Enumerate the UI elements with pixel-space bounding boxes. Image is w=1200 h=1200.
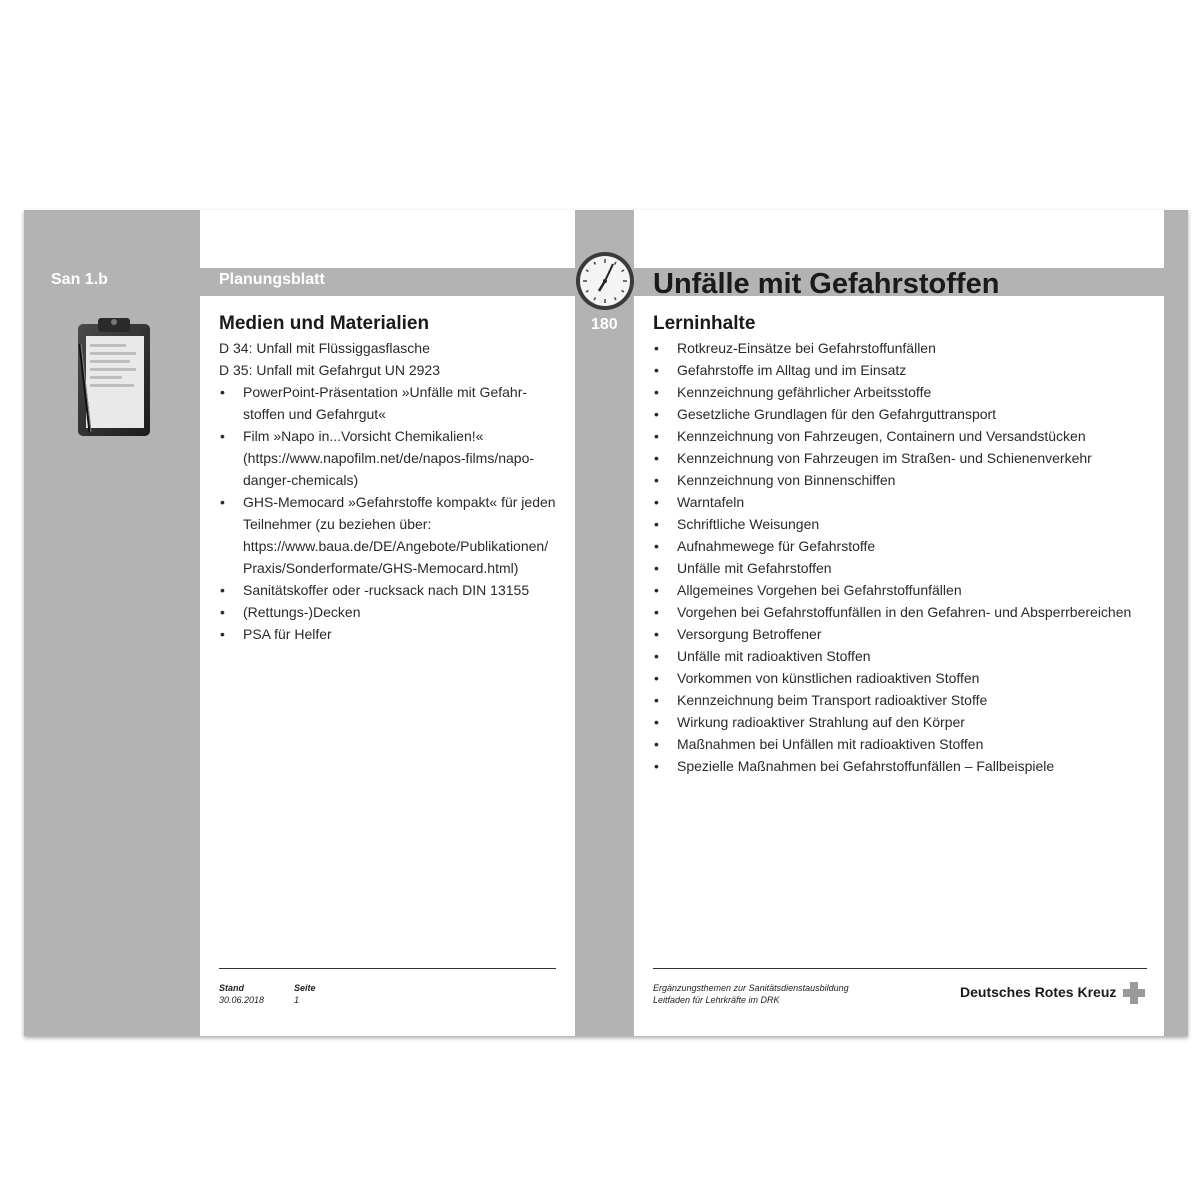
media-heading: Medien und Materialien	[219, 313, 430, 334]
seite-label: Seite	[294, 983, 316, 993]
list-item: • Unfälle mit radioaktiven Stoffen	[653, 645, 1153, 667]
list-item: • Kennzeichnung von Binnenschiffen	[653, 469, 1153, 491]
list-item: • Kennzeichnung gefährlicher Arbeitsstoffe	[653, 381, 1153, 403]
list-item: • Warntafeln	[653, 491, 1153, 513]
right-edge-band	[1164, 210, 1188, 1036]
list-item: • Maßnahmen bei Unfällen mit radioaktiven Stoffen	[653, 733, 1153, 755]
list-item: • PSA für Helfer	[219, 623, 564, 645]
organization-name: Deutsches Rotes Kreuz	[960, 984, 1117, 1000]
list-item: • Kennzeichnung von Fahrzeugen im Straßen- und Schienenverkehr	[653, 447, 1153, 469]
list-item: • Aufnahmewege für Gefahrstoffe	[653, 535, 1153, 557]
list-item: • PowerPoint-Präsentation »Unfälle mit Gefahr- stoffen und Gefahrgut«	[219, 381, 564, 425]
learning-heading: Lerninhalte	[653, 313, 756, 334]
learning-list	[653, 337, 1153, 777]
stand-label: Stand	[219, 983, 245, 993]
list-item: • Wirkung radioaktiver Strahlung auf den Körper	[653, 711, 1153, 733]
list-item: • Allgemeines Vorgehen bei Gefahrstoffunfällen	[653, 579, 1153, 601]
red-cross-logo	[1123, 982, 1145, 1009]
list-item: • Rotkreuz-Einsätze bei Gefahrstoffunfällen	[653, 337, 1153, 359]
page-title: Unfälle mit Gefahrstoffen	[653, 268, 1000, 300]
list-item: • GHS-Memocard »Gefahrstoffe kompakt« für jeden Teilnehmer (zu beziehen über: https://www.baua.de/DE/Angebote/Publikationen/ Praxis/Sonderformate/GHS-Memocard.html)	[219, 491, 564, 579]
stand-block	[219, 982, 264, 1006]
footer-divider	[653, 968, 1147, 969]
list-item: • Gefahrstoffe im Alltag und im Einsatz	[653, 359, 1153, 381]
document-spread	[24, 210, 1188, 1036]
clipboard-icon	[74, 314, 154, 445]
list-item: • Vorkommen von künstlichen radioaktiven Stoffen	[653, 667, 1153, 689]
list-item: • Schriftliche Weisungen	[653, 513, 1153, 535]
list-item: • Kennzeichnung beim Transport radioaktiver Stoffe	[653, 689, 1153, 711]
list-item: • Film »Napo in...Vorsicht Chemikalien!« (https://www.napofilm.net/de/napos-films/napo- danger-chemicals)	[219, 425, 564, 491]
list-item: • Unfälle mit Gefahrstoffen	[653, 557, 1153, 579]
footer-divider	[219, 968, 556, 969]
list-item: • (Rettungs-)Decken	[219, 601, 564, 623]
duration-number: 180	[591, 316, 618, 333]
publication-info: Ergänzungsthemen zur Sanitätsdienstausbildung Leitfaden für Lehrkräfte im DRK	[653, 983, 849, 1005]
list-item: • Gesetzliche Grundlagen für den Gefahrguttransport	[653, 403, 1153, 425]
sheet-label: Planungsblatt	[219, 271, 325, 288]
list-item: D 34: Unfall mit Flüssiggasflasche	[219, 340, 430, 356]
list-item: • Spezielle Maßnahmen bei Gefahrstoffunfällen – Fallbeispiele	[653, 755, 1153, 777]
list-item: • Versorgung Betroffener	[653, 623, 1153, 645]
section-code: San 1.b	[51, 271, 108, 288]
list-item: • Vorgehen bei Gefahrstoffunfällen in den Gefahren- und Absperrbereichen	[653, 601, 1153, 623]
stand-value: 30.06.2018	[219, 995, 265, 1005]
seite-value: 1	[294, 995, 300, 1005]
list-item: • Kennzeichnung von Fahrzeugen, Containern und Versandstücken	[653, 425, 1153, 447]
clock-icon	[574, 250, 636, 317]
list-item: • Sanitätskoffer oder -rucksack nach DIN 13155	[219, 579, 564, 601]
list-item: D 35: Unfall mit Gefahrgut UN 2923	[219, 362, 440, 378]
media-list	[219, 337, 564, 645]
seite-block	[294, 982, 316, 1006]
